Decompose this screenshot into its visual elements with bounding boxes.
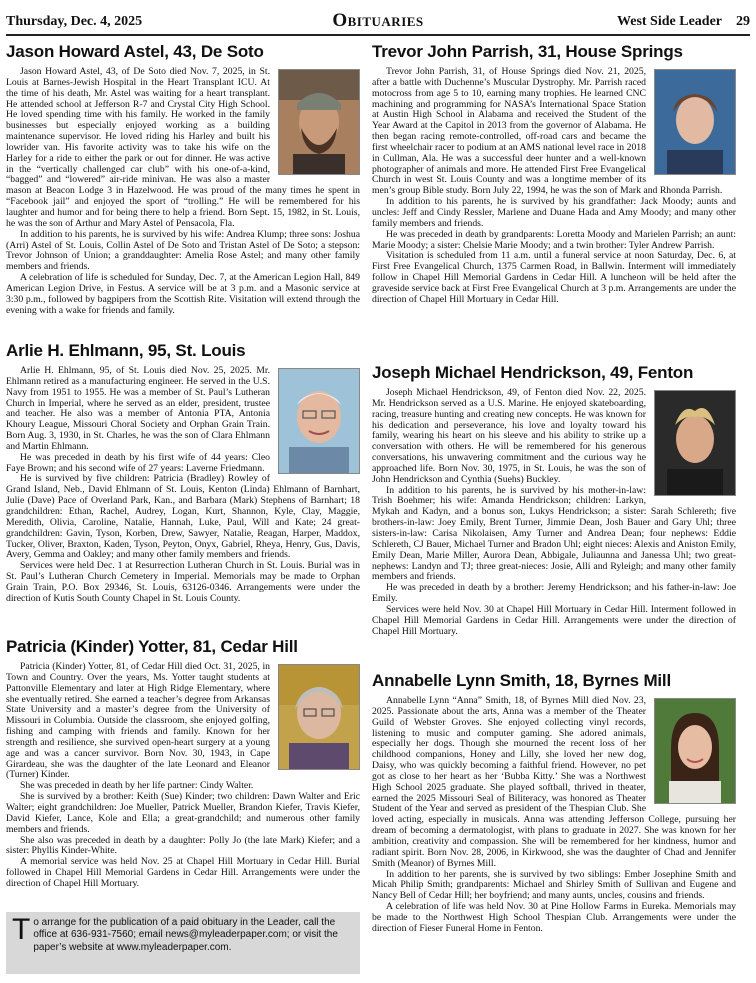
paragraph: He is survived by five children: Patricia (Bradley) Rowley of Grand Island, Neb., David Ehlmann of St. Louis, Kenton (Linda) Ehlmann of Barnhart, Julie (Dave) Pace of Overland Park, Kan., and Barbara (Mark) Stephens of Barnhart; 18 grandchildren: Ethan, Rachel, Audrey, Logan, Kurt, Shannon, Kyle, Clay, Maggie, Meredith, Olivia, Caroline, Natalie, Hannah, Luke, Paul, Will and Kate; 24 great-grandchildren: Gavin, Tyson, Korben, Drew, Sawyer, Natalie, Reagan, Harper, Maddox, Tucker, Oliver, Braxton, Kaden, Tyson, Peyton, Onyx, Gabriel, Rheya, Henry, Gus, Davis, Avery, Gemma and Oakley; and many other family members and friends. [6, 473, 360, 561]
portrait-photo [278, 664, 360, 770]
paragraph: He was preceded in death by his first wife of 44 years: Cleo Faye Brown; and his second wife of 27 years: Laverne Friedmann. [6, 451, 270, 474]
paragraph: He was preceded in death by grandparents: Loretta Moody and Marielen Parrish; an aunt: Marie Moody; a sister: Chelsie Marie Moody; and a twin brother: Tyler Andrew Parrish. [372, 228, 736, 251]
portrait-photo [654, 698, 736, 804]
paragraph: She is survived by a brother: Keith (Sue) Kinder; two children: Dawn Walter and Eric Walter; eight grandchildren: Joe Mueller, Patrick Mueller, Brandon Kiefer, Travis Kiefer, David Kiefer, Lance, Kole and Ella; a great-grandchild; and numerous other family members and friends. [6, 791, 360, 835]
obituary-body [6, 67, 360, 316]
obituary-headline: Trevor John Parrish, 31, House Springs [372, 42, 683, 61]
paragraph: Jason Howard Astel, 43, of De Soto died Nov. 7, 2025, in St. Louis at Barnes-Jewish Hospital in the Heart Transplant ICU. At the time of his death, Mr. Astel was waiting for a heart transplant. He attended school at Jefferson R-7 and Crystal City High School. He loved spending time with his family. He worked in the family businesses but especially enjoyed working as a building maintenance supervisor. He loved riding his Harley and built his lowrider van. His favorite activity was to take his wife on the Harley for a ride to either the park or out for dinner. He was active in the “vertically challenged car club” with his one-of-a-kind, “bagged” and “lowered” air-ride minivan. He was also a master mason at Beacon Lodge 3 in Hazelwood. He was proud of the many times he spent in “Facebook jail” and enjoyed the sport of “trolling.” He will be remembered for his laughter and humor and for being there to help a friend. Born Sept. 15, 1982, in St. Louis, he was the son of Arthur and Mary Astel of Pensacola, Fla. [6, 66, 360, 229]
obituary-headline: Patricia (Kinder) Yotter, 81, Cedar Hill [6, 637, 298, 656]
obituary-hendrickson [372, 363, 736, 637]
paper-name: West Side Leader [617, 14, 722, 29]
paragraph: Arlie H. Ehlmann, 95, of St. Louis died Nov. 25, 2025. Mr. Ehlmann retired as a manufacturing engineer. He served in the U.S. Navy from 1951 to 1955. He was a member of St. Paul’s Lutheran Church in Imperial, where he served as an elder, president, trustee and teacher. He also was a member of Antonia PTA, Antonia Khoury League, Missouri Choral Society and Orphan Grain Train. Born Aug. 3, 1930, in St. Charles, he was the son of Clara Ehlmann and Martin Ehlmann. [6, 365, 270, 452]
portrait-photo [278, 69, 360, 175]
portrait-photo [654, 390, 736, 496]
obituary-astel [6, 42, 360, 316]
masthead [6, 6, 750, 36]
paragraph: She also was preceded in death by a daughter: Polly Jo (the late Mark) Kiefer; and a sister: Phyllis Kinder-White. [6, 834, 360, 857]
paragraph: In addition to his parents, he is survived by his wife: Andrea Klump; three sons: Joshua (Arri) Astel of St. Louis, Collin Astel of De Soto and Tristan Astel of De Soto; a stepson: Trevor Johnson of Union; a granddaughter: Amelia Rose Astel; and many other family members and friends. [6, 228, 360, 273]
paragraph: In addition to his parents, he is survived by his grandfather: Jack Moody; aunts and uncles: Jeff and Cindy Ressler, Marlene and Duane Hada and Amy Moody; and many other family members and friends. [372, 196, 736, 229]
paragraph: Joseph Michael Hendrickson, 49, of Fenton died Nov. 22, 2025. Mr. Hendrickson served as a U.S. Marine. He enjoyed skateboarding, racing, treasure hunting and creating new concepts. He was known for his dedication and perseverance, his love and loyalty toward his family, wearing his heart on his sleeve and his ability to strike up a conversation with others. He will be remembered for his generous conversations, his unwavering commitment and the curious way he approached life. Born Nov. 30, 1975, in St. Louis, he was the son of John Hendrickson and Cynthia (Suehs) Buckley. [372, 387, 646, 485]
obituary-headline: Annabelle Lynn Smith, 18, Byrnes Mill [372, 671, 671, 690]
obituary-headline: Arlie H. Ehlmann, 95, St. Louis [6, 341, 246, 360]
obituary-body [6, 662, 360, 890]
paragraph: Patricia (Kinder) Yotter, 81, of Cedar Hill died Oct. 31, 2025, in Town and Country. Over the years, Ms. Yotter taught students at Pattonville Elementary and later at High Ridge Elementary, where she eventually retired. She earned a teacher’s degree from Arkansas State University and a master’s degree from the University of Missouri in Columbia. Outside the classroom, she enjoyed golfing, fishing and camping with friends and family. Known for her strength and resilience, she survived open-heart surgery at a young age and was a cancer survivor. Born Nov. 30, 1943, in Cape Girardeau, she was the daughter of the late Leonard and Eleanor (Turner) Kinder. [6, 661, 270, 781]
paragraph: In addition to her parents, she is survived by two siblings: Ember Josephine Smith and Micah Philip Smith; grandparents: Michael and Shirley Smith of Sullivan and Eugene and Nancy Bell of Cedar Hill; her boyfriend; and many aunts, uncles, cousins and friends. [372, 868, 736, 902]
paragraph: Services were held Dec. 1 at Resurrection Lutheran Church in St. Louis. Burial was in St. Paul’s Lutheran Church Cemetery in Imperial. Memorials may be made to Orphan Grain Train, P.O. Box 29346, St. Louis, 63126-0346. Arrangements were under the direction of Kutis South County Chapel in St. Louis County. [6, 560, 360, 604]
paragraph: Services were held Nov. 30 at Chapel Hill Mortuary in Cedar Hill. Interment followed in Chapel Hill Memorial Gardens in Cedar Hill. Arrangements were under the direction of Chapel Hill Mortuary. [372, 603, 736, 637]
obituary-body [372, 67, 736, 306]
page-number: 29 [736, 14, 750, 29]
issue-date: Thursday, Dec. 4, 2025 [6, 14, 143, 29]
notice-text: o arrange for the publication of a paid obituary in the Leader, call the office at 636-931-7560; email news@myleaderpaper.com; or visit the paper’s website at www.myleaderpaper.com. [33, 917, 338, 953]
obituary-parrish [372, 42, 736, 306]
portrait-photo [278, 368, 360, 474]
paragraph: A celebration of life is scheduled for Sunday, Dec. 7, at the American Legion Hall, 849 American Legion Drive, in Festus. A service will be at 3 p.m. and a Masonic service at 3:30 p.m., followed by bagpipers from the Scottish Rite. Visitation will extend through the evening with a wake for friends and family. [6, 272, 360, 316]
obituary-body [372, 388, 736, 637]
paragraph: She was preceded in death by her life partner: Cindy Walter. [20, 780, 254, 792]
paragraph: He was preceded in death by a brother: Jeremy Hendrickson; and his father-in-law: Joe Emily. [372, 582, 736, 605]
obituary-yotter [6, 637, 360, 890]
notice-dropcap: T [12, 913, 31, 946]
obituary-body [372, 696, 736, 935]
paragraph: A celebration of life was held Nov. 30 at Pine Hollow Farms in Eureka. Memorials may be made to the Northwest High School Thespian Club. Arrangements were under the direction of Fieser Funeral Home in Fenton. [372, 901, 736, 934]
obituary-headline: Jason Howard Astel, 43, De Soto [6, 42, 264, 61]
paragraph: Trevor John Parrish, 31, of House Springs died Nov. 21, 2025, after a battle with Duchenne’s Muscular Dystrophy. Mr. Parrish raced motocross from age 5 to 10, earning many trophies. He learned CNC machining and programming for NASA’s International Space Station at Austin High School in Alabama and received the Student of the Year Award at the Capitol in 2013 from the governor of Alabama. He then began racing remote-controlled, off-road cars and became the first wheelchair racer to podium at an AMS national level race in 2018 in Cullman, Ala. He was a successful deer hunter and a well-known photographer of animals and more. He attended First Free Evangelical Church in west St. Louis County and was a longtime member of its men’s group Bible study. Born July 22, 1994, he was the son of Mark and Rhonda Parrish. [372, 66, 723, 197]
paragraph: Annabelle Lynn “Anna” Smith, 18, of Byrnes Mill died Nov. 23, 2025. Passionate about the arts, Anna was a member of the Theater Guild of Webster Groves. She enjoyed collecting vinyl records, listening to music and computer gaming. She adored animals, especially her dogs. Though she mourned the recent loss of her childhood companions, Honey and Lilly, she loved her new dog, Daisy, who was quickly becoming a faithful friend. However, no pet got as close to her heart as her ‘Bubba Kitty.’ She was a Northwest High School 2025 graduate. She played softball, thrived in theater, earned the 2025 Missouri Seal of Biliteracy, was honored as Theater Student of the Year and served as president of the Thespian Club. She loved acting, especially in musicals. Anna was attending Jefferson College, pursuing her dream of becoming a dermatologist, with plans to graduate in 2027. She was known for her ambition, creativity and compassion. She will be remembered for her kindness, humor and radiant spirit. Born Nov. 28, 2006, in Kirkwood, she was the daughter of Chad and Jennifer Smith (Meanor) of Byrnes Mill. [372, 695, 736, 869]
portrait-photo [654, 69, 736, 175]
obituary-smith [372, 671, 736, 935]
paragraph: A memorial service was held Nov. 25 at Chapel Hill Mortuary in Cedar Hill. Burial followed in Chapel Hill Memorial Gardens in Cedar Hill. Arrangements were under the direction of Chapel Hill Mortuary. [6, 856, 360, 889]
section-title: Obituaries [332, 10, 424, 31]
paragraph: In addition to his parents, he is survived by his mother-in-law: Trish Boehmer; his wife: Amanda Hendrickson; children: Larkyn, Mykah and Kadyn, and a bonus son, Lukys Hendrickson; a sister: Sarah Schlereth; five brothers-in-law: Joey Emily, Brent Turner, Jimmie Dean, Josh Bauer and Gary Uhl; three sisters-in-law: Carisa Nikolaisen, Amy Turner and Andrea Dean; four nephews: Eddie Schlereth, CJ Bauer, Michael Turner and Bradon Uhl; eight nieces: Alexis and Aniston Emily, Emily Dean, Marie Miller, Aurora Dean, Abbigale, Juliaunna and Janessa Uhl; two great-nephews: Landyn and TJ; three great-nieces: Josie, Alli and Ryleigh; and many other family members and friends. [372, 484, 736, 583]
paragraph: Visitation is scheduled from 11 a.m. until a funeral service at noon Saturday, Dec. 6, at First Free Evangelical Church, 1375 Carmen Road, in Ballwin. Interment will immediately follow in Chapel Hill Memorial Gardens in Cedar Hill. A luncheon will be held after the graveside service back at First Free Evangelical Church at 3 p.m. Arrangements are under the direction of Chapel Hill Mortuary in Cedar Hill. [372, 250, 736, 305]
obituary-headline: Joseph Michael Hendrickson, 49, Fenton [372, 363, 694, 382]
obituary-ehlmann [6, 341, 360, 605]
obituary-notice-box [6, 912, 360, 974]
obituary-body [6, 366, 360, 605]
